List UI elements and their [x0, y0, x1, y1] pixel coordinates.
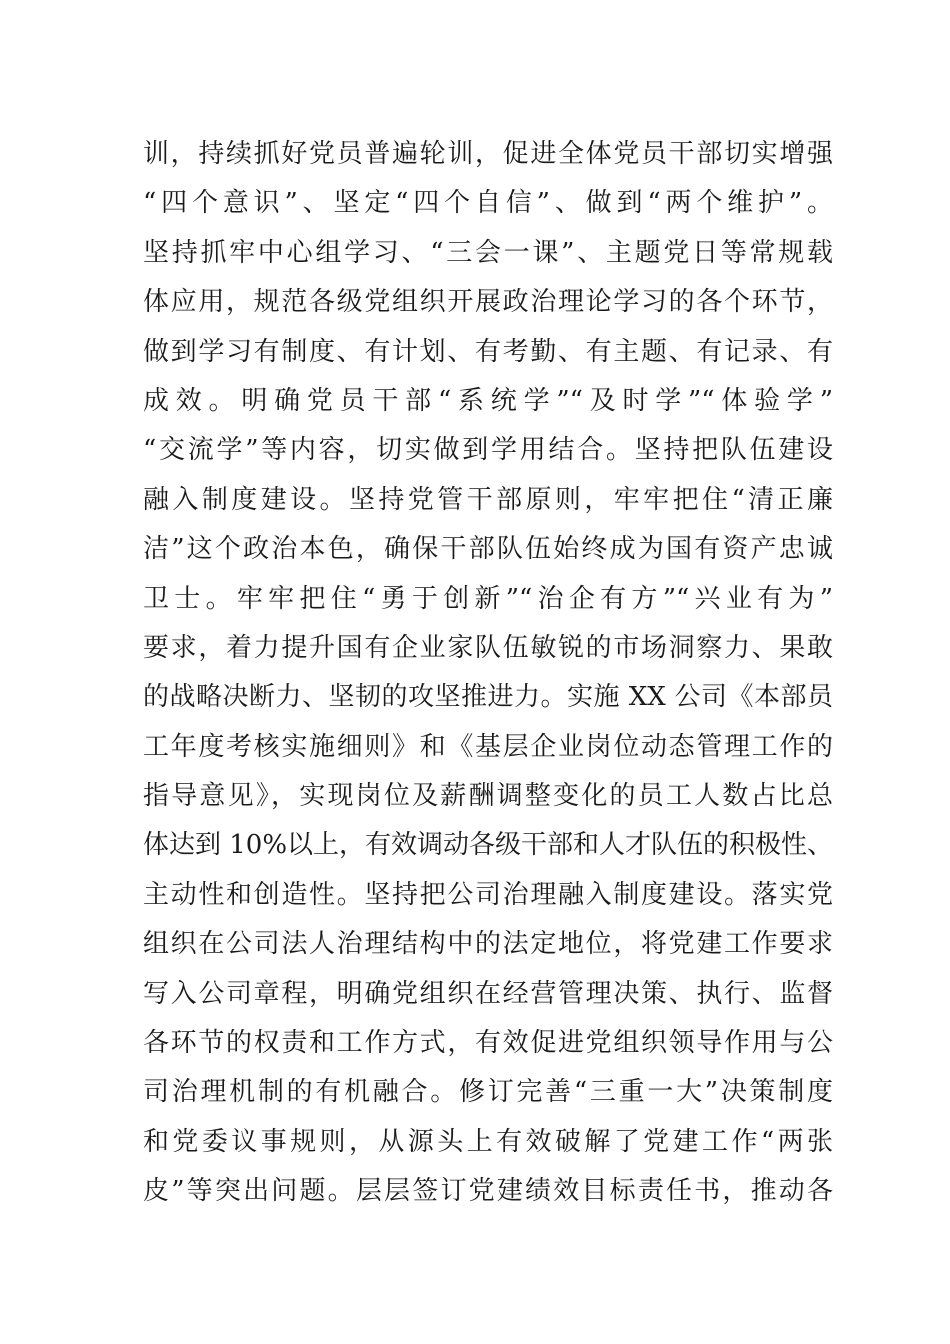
text-line: 各环节的权责和工作方式，有效促进党组织领导作用与公: [143, 1028, 833, 1059]
text-line: 卫士。牢牢把住“勇于创新”“治企有方”“兴业有为”: [143, 583, 833, 614]
text-line: 融入制度建设。坚持党管干部原则，牢牢把住“清正廉: [143, 484, 833, 515]
text-line: 成效。明确党员干部“系统学”“及时学”“体验学”: [143, 385, 833, 416]
text-line: 训，持续抓好党员普遍轮训，促进全体党员干部切实增强: [143, 139, 833, 169]
text-line: 司治理机制的有机融合。修订完善“三重一大”决策制度: [143, 1077, 833, 1108]
text-line: 皮”等突出问题。层层签订党建绩效目标责任书，推动各: [143, 1176, 833, 1207]
text-line: “四个意识”、坚定“四个自信”、做到“两个维护”。: [143, 188, 833, 219]
text-line: 写入公司章程，明确党组织在经营管理决策、执行、监督: [143, 978, 833, 1009]
text-line: “交流学”等内容，切实做到学用结合。坚持把队伍建设: [143, 435, 833, 466]
text-line: 和党委议事规则，从源头上有效破解了党建工作“两张: [143, 1126, 833, 1157]
text-line: 主动性和创造性。坚持把公司治理融入制度建设。落实党: [143, 879, 833, 910]
text-line: 体达到 10%以上，有效调动各级干部和人才队伍的积极性、: [143, 830, 834, 861]
text-line: 坚持抓牢中心组学习、“三会一课”、主题党日等常规载: [143, 237, 833, 268]
body-text: [143, 130, 833, 1217]
text-line: 体应用，规范各级党组织开展政治理论学习的各个环节，: [143, 287, 833, 318]
text-line: 工年度考核实施细则》和《基层企业岗位动态管理工作的: [143, 731, 833, 762]
text-line: 做到学习有制度、有计划、有考勤、有主题、有记录、有: [143, 336, 833, 367]
text-line: 要求，着力提升国有企业家队伍敏锐的市场洞察力、果敢: [143, 632, 833, 663]
text-line: 指导意见》，实现岗位及薪酬调整变化的员工人数占比总: [143, 781, 833, 812]
text-line: 洁”这个政治本色，确保干部队伍始终成为国有资产忠诚: [143, 534, 833, 565]
text-line: 的战略决断力、坚韧的攻坚推进力。实施 XX 公司《本部员: [143, 682, 833, 713]
text-line: 组织在公司法人治理结构中的法定地位，将党建工作要求: [143, 929, 833, 960]
